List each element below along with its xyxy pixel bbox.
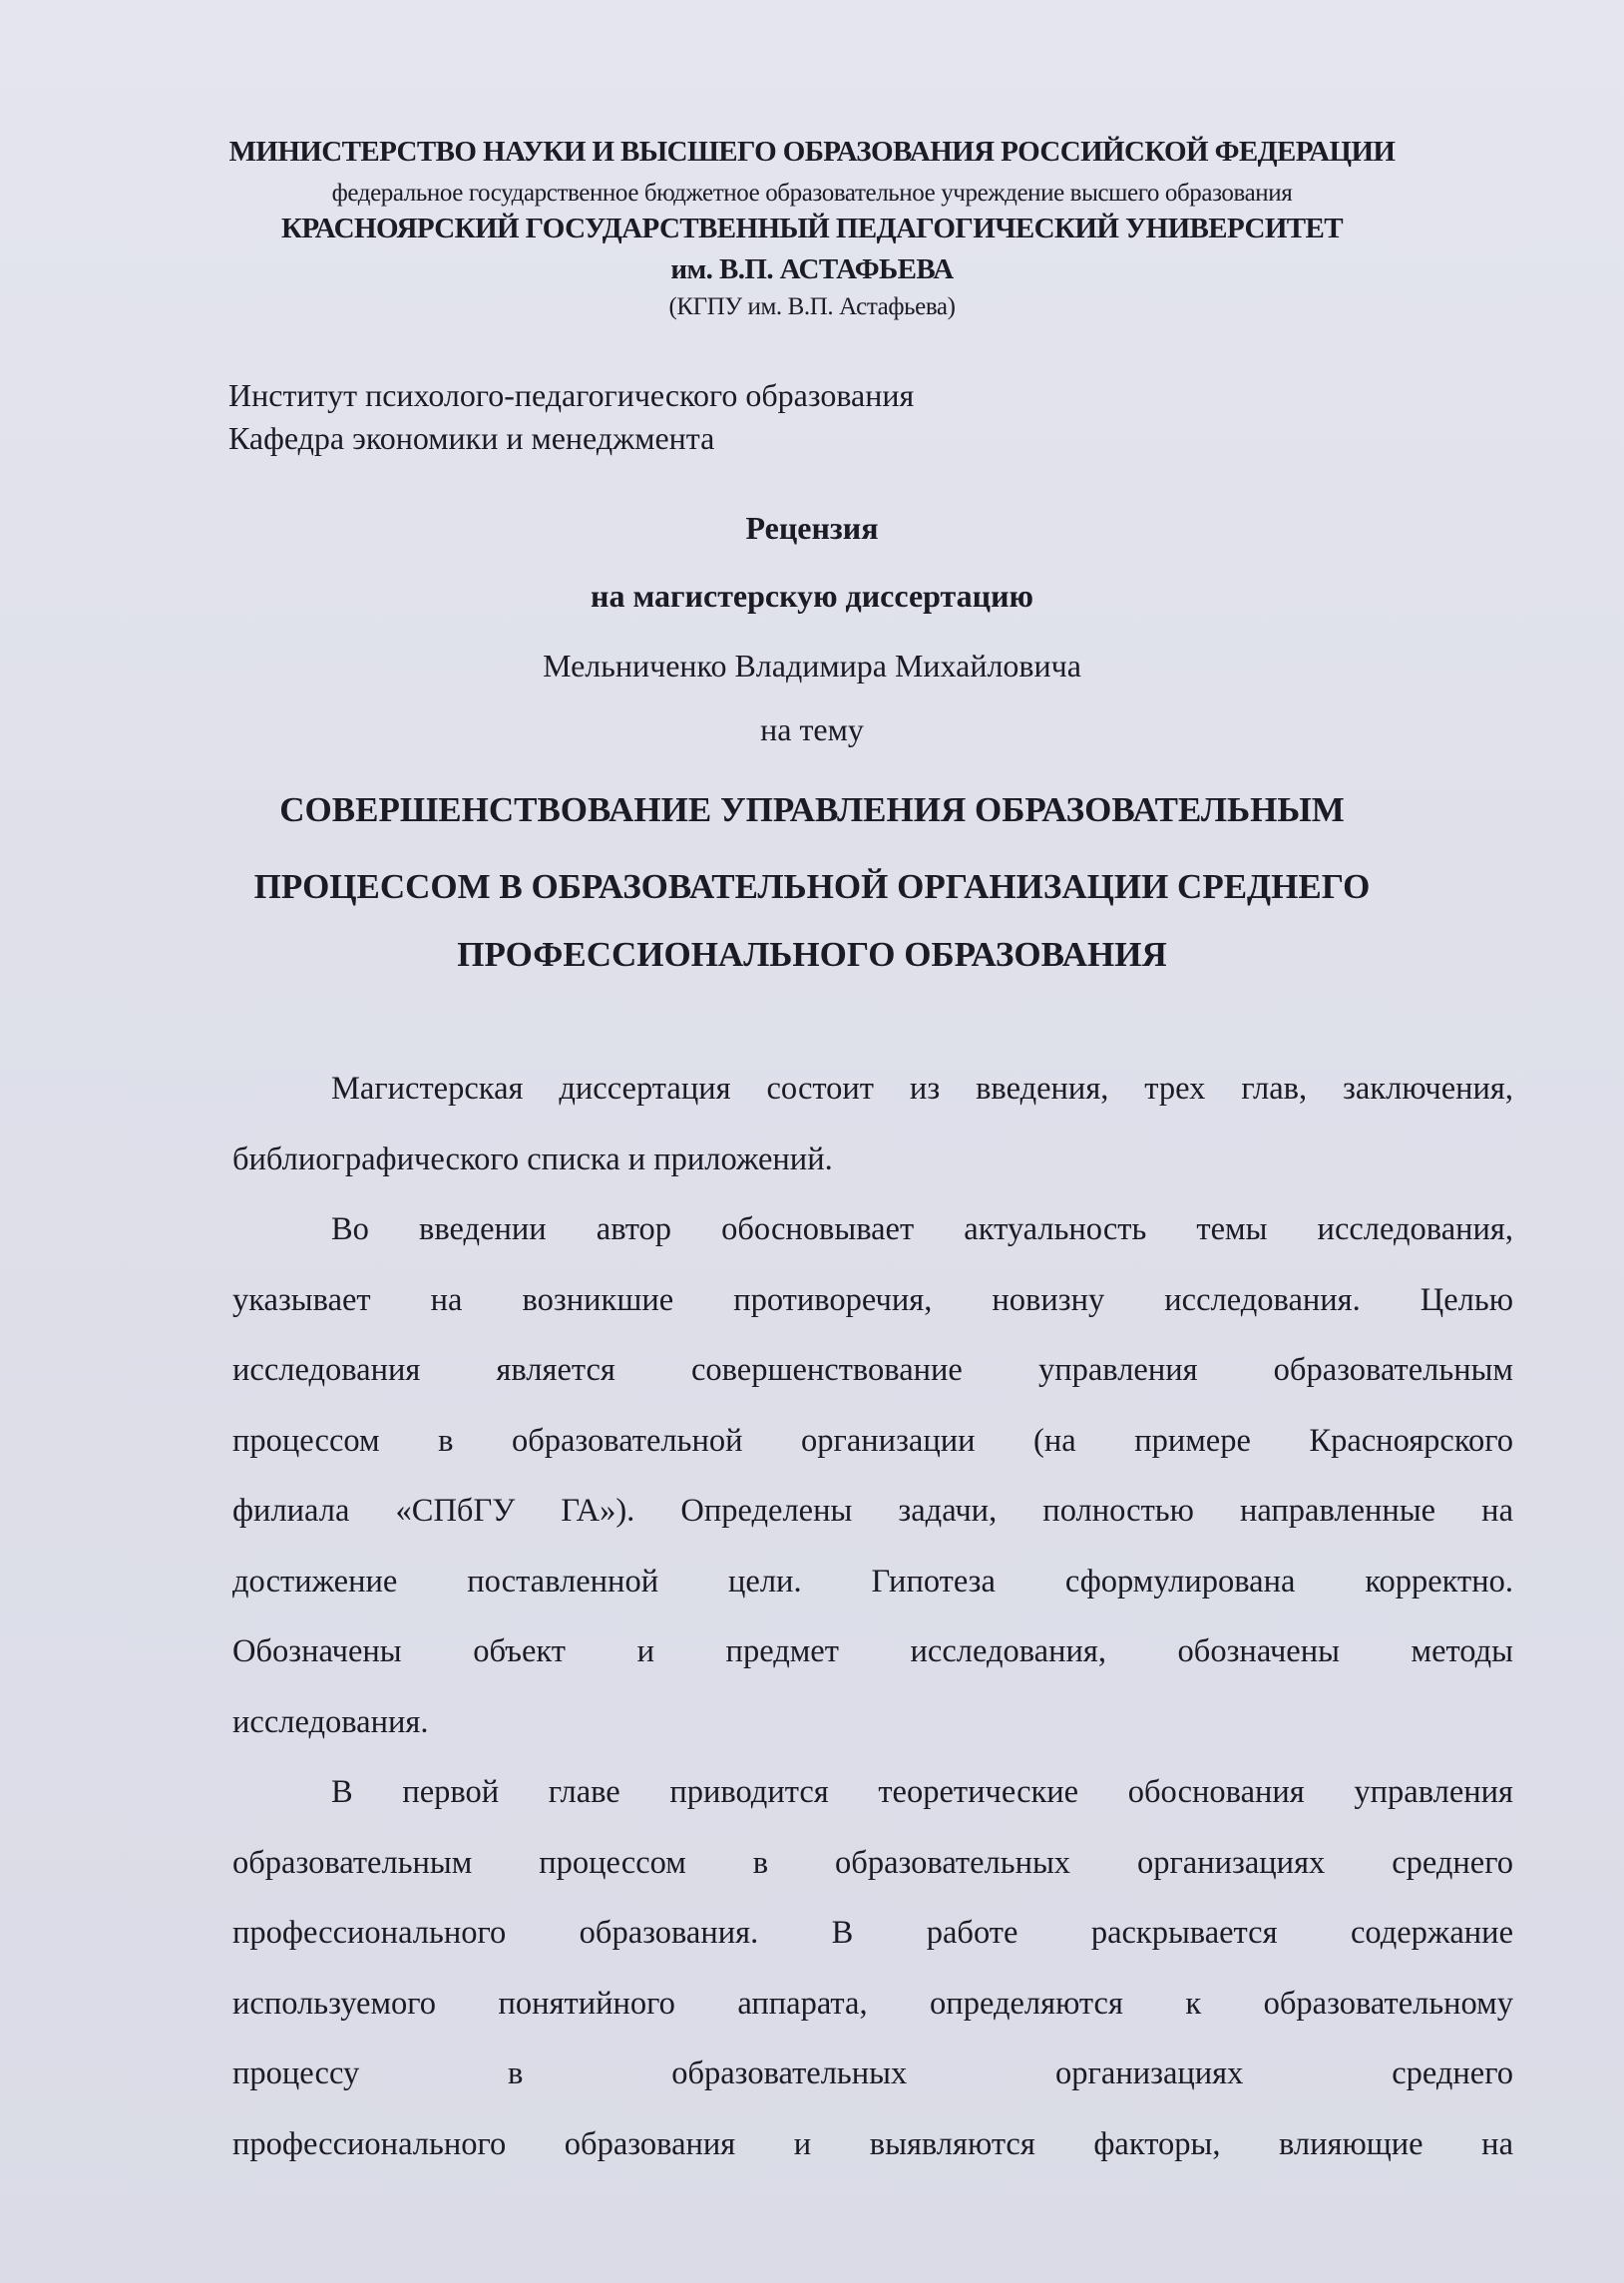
ministry-heading: МИНИСТЕРСТВО НАУКИ И ВЫСШЕГО ОБРАЗОВАНИЯ РОССИЙСКОЙ ФЕДЕРАЦИИ bbox=[228, 136, 1396, 168]
institution-type: федеральное государственное бюджетное образовательное учреждение высшего образования bbox=[331, 180, 1293, 207]
institute-name: Институт психолого-педагогического образования bbox=[228, 377, 915, 413]
topic-line: СОВЕРШЕНСТВОВАНИЕ УПРАВЛЕНИЯ ОБРАЗОВАТЕЛЬНЫМ bbox=[279, 790, 1345, 829]
body-line: исследования. bbox=[232, 1703, 429, 1740]
body-line: В первой главе приводится теоретические обоснования управления bbox=[331, 1774, 1513, 1810]
topic-label: на тему bbox=[760, 711, 864, 747]
body-line: достижение поставленной цели. Гипотеза сформулирована корректно. bbox=[232, 1563, 1513, 1599]
review-title: Рецензия bbox=[745, 510, 879, 546]
body-line: библиографического списка и приложений. bbox=[232, 1141, 833, 1177]
chair-name: Кафедра экономики и менеджмента bbox=[228, 420, 715, 456]
body-line: Магистерская диссертация состоит из введения, трех глав, заключения, bbox=[331, 1071, 1513, 1107]
body-line: образовательным процессом в образовательных организациях среднего bbox=[232, 1844, 1513, 1881]
body-line: указывает на возникшие противоречия, новизну исследования. Целью bbox=[232, 1281, 1513, 1318]
author-name: Мельниченко Владимира Михайловича bbox=[543, 648, 1081, 684]
body-line: филиала «СПбГУ ГА»). Определены задачи, полностью направленные на bbox=[232, 1493, 1513, 1529]
body-line: процессу в образовательных организациях среднего bbox=[232, 2055, 1513, 2091]
university-named-after: им. В.П. АСТАФЬЕВА bbox=[670, 253, 954, 285]
topic-line: ПРОЦЕССОМ В ОБРАЗОВАТЕЛЬНОЙ ОРГАНИЗАЦИИ СРЕДНЕГО bbox=[253, 867, 1371, 906]
body-line: используемого понятийного аппарата, определяются к образовательному bbox=[232, 1985, 1513, 2022]
body-line: профессионального образования. В работе раскрывается содержание bbox=[232, 1915, 1513, 1951]
university-name: КРАСНОЯРСКИЙ ГОСУДАРСТВЕННЫЙ ПЕДАГОГИЧЕСКИЙ УНИВЕРСИТЕТ bbox=[280, 213, 1344, 244]
university-abbreviation: (КГПУ им. В.П. Астафьева) bbox=[668, 293, 956, 320]
topic-line: ПРОФЕССИОНАЛЬНОГО ОБРАЗОВАНИЯ bbox=[457, 935, 1167, 974]
body-line: Обозначены объект и предмет исследования, обозначены методы bbox=[232, 1633, 1513, 1669]
body-line: профессионального образования и выявляются факторы, влияющие на bbox=[232, 2125, 1513, 2162]
body-line: процессом в образовательной организации (на примере Красноярского bbox=[232, 1422, 1513, 1459]
review-subtitle: на магистерскую диссертацию bbox=[591, 578, 1033, 614]
body-line: исследования является совершенствование управления образовательным bbox=[232, 1352, 1513, 1388]
review-body bbox=[232, 1054, 1513, 2179]
body-line: Во введении автор обосновывает актуальность темы исследования, bbox=[331, 1211, 1513, 1247]
